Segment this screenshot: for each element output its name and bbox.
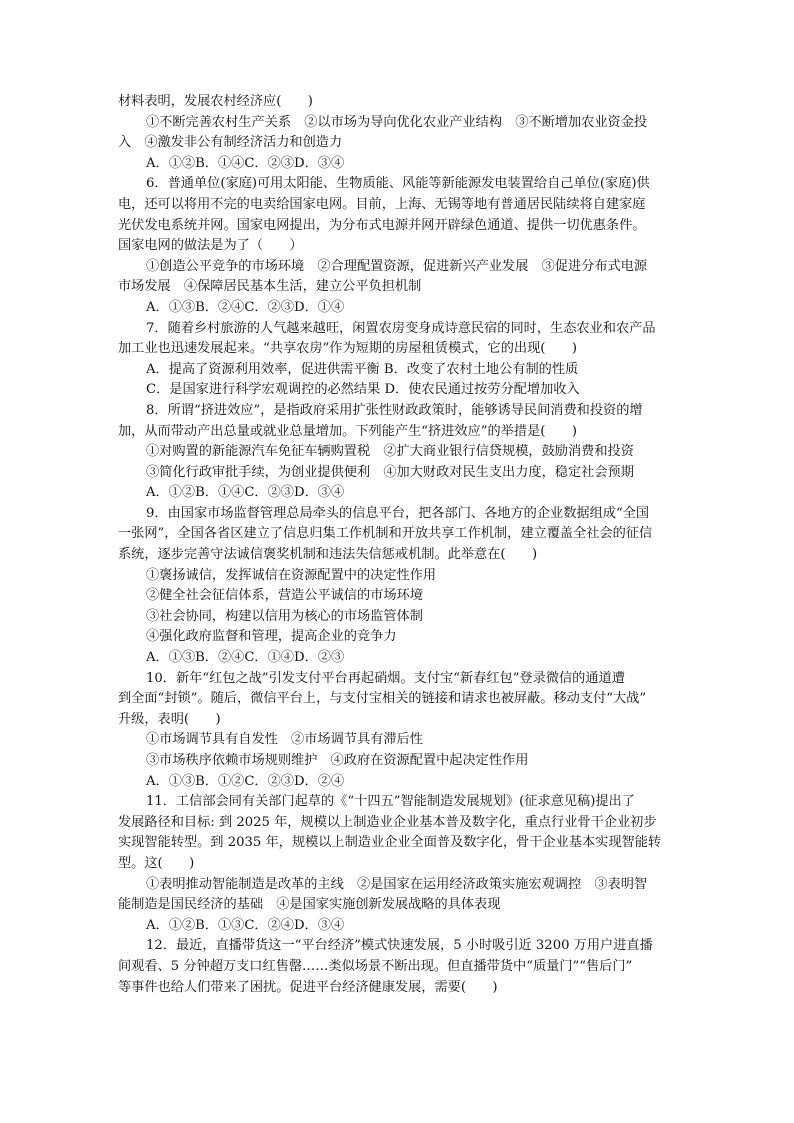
text-line: 间观看、5 分钟超万支口红售罄……类似场景不断出现。但直播带货中“质量门”“售后门”	[118, 958, 633, 974]
option-line: ①表明推动智能制造是改革的主线 ②是国家在运用经济政策实施宏观调控 ③表明智	[146, 876, 648, 892]
option-line: ①不断完善农村生产关系 ②以市场为导向优化农业产业结构 ③不断增加农业资金投	[146, 114, 648, 130]
text-line: 国家电网的做法是为了（ ）	[118, 238, 303, 254]
question-8-stem: 8．所谓“挤进效应”，是指政府采用扩张性财政政策时，能够诱导民间消费和投资的增	[146, 402, 643, 418]
text-line: 系统，逐步完善守法诚信褒奖机制和违法失信惩戒机制。此举意在( )	[118, 547, 538, 563]
text-line: 电，还可以将用不完的电卖给国家电网。目前，上海、无锡等地有普通居民陆续将自建家庭	[118, 196, 646, 212]
option-line: 市场发展 ④保障居民基本生活，建立公平负担机制	[118, 279, 422, 295]
option-line: ①创造公平竞争的市场环境 ②合理配置资源，促进新兴产业发展 ③促进分布式电源	[146, 258, 648, 274]
answer-choices: A．①③B．②④C．①④D．②③	[146, 650, 345, 666]
answer-choices: C．是国家进行科学宏观调控的必然结果 D．使农民通过按劳分配增加收入	[146, 382, 580, 398]
text-line: 加，从而带动产出总量或就业总量增加。下列能产生“挤进效应”的举措是( )	[118, 423, 577, 439]
text-line: 光伏发电系统并网。国家电网提出，为分布式电源并网开辟绿色通道、提供一切优惠条件。	[118, 217, 646, 233]
text-line: 实现智能转型。到 2035 年，规模以上制造业企业全面普及数字化，骨干企业基本实现智能转	[118, 835, 662, 851]
text-line: 等事件也给人们带来了困扰。促进平台经济健康发展，需要( )	[118, 979, 498, 995]
question-11-stem: 11．工信部会同有关部门起草的《“十四五”智能制造发展规划》(征求意见稿)提出了	[146, 794, 635, 810]
option-line: ④强化政府监督和管理，提高企业的竞争力	[146, 629, 397, 645]
option-line: 能制造是国民经济的基础 ④是国家实施创新发展战略的具体表现	[118, 897, 501, 913]
question-6-stem: 6．普通单位(家庭)可用太阳能、生物质能、风能等新能源发电装置给自己单位(家庭)供	[146, 176, 650, 192]
question-12-stem: 12．最近，直播带货这一“平台经济”模式快速发展，5 小时吸引近 3200 万用户进直播	[146, 938, 653, 954]
answer-choices: A．①③B．②④C．②③D．①④	[146, 299, 345, 315]
answer-choices: A．①②B．①④C．②③D．③④	[146, 485, 345, 501]
text-line: 一张网”，全国各省区建立了信息归集工作机制和开放共享工作机制，建立覆盖全社会的征信	[118, 526, 653, 542]
question-9-stem: 9．由国家市场监督管理总局牵头的信息平台，把各部门、各地方的企业数据组成“全国	[146, 505, 650, 521]
option-line: 入 ④激发非公有制经济活力和创造力	[118, 135, 343, 151]
text-line: 加工业也迅速发展起来。“共享农房”作为短期的房屋租赁模式，它的出现( )	[118, 341, 577, 357]
option-line: ③市场秩序依赖市场规则维护 ④政府在资源配置中起决定性作用	[146, 753, 529, 768]
text-line: 到全面“封锁”。随后，微信平台上，与支付宝相关的链接和请求也被屏蔽。移动支付“大战”	[118, 691, 647, 707]
text-line: 升级，表明( )	[118, 711, 221, 727]
question-7-stem: 7．随着乡村旅游的人气越来越旺，闲置农房变身成诗意民宿的同时，生态农业和农产品	[146, 320, 656, 336]
option-line: ③社会协同，构建以信用为核心的市场监管体制	[146, 608, 423, 624]
question-10-stem: 10．新年“红包之战”引发支付平台再起硝烟。支付宝“新春红包”登录微信的通道遭	[146, 670, 625, 686]
answer-choices: A．①③B．①②C．②③D．②④	[146, 773, 345, 789]
option-line: ②健全社会征信体系，营造公平诚信的市场环境	[146, 588, 423, 604]
answer-choices: A．①②B．①④C．②③D．③④	[146, 155, 345, 171]
text-line: 型。这( )	[118, 855, 195, 871]
option-line: ③简化行政审批手续，为创业提供便利 ④加大财政对民生支出力度，稳定社会预期	[146, 464, 634, 480]
answer-choices: A．①②B．①③C．②④D．③④	[146, 917, 345, 933]
option-line: ①对购置的新能源汽车免征车辆购置税 ②扩大商业银行信贷规模，鼓励消费和投资	[146, 444, 634, 460]
answer-choices: A．提高了资源利用效率，促进供需平衡 B．改变了农村土地公有制的性质	[146, 361, 579, 377]
option-line: ①市场调节具有自发性 ②市场调节具有滞后性	[146, 732, 423, 748]
text-line: 发展路径和目标: 到 2025 年，规模以上制造业企业基本普及数字化，重点行业骨干企业初步	[118, 814, 657, 830]
option-line: ①褒扬诚信，发挥诚信在资源配置中的决定性作用	[146, 567, 437, 583]
question-text	[118, 92, 678, 998]
text-line: 材料表明，发展农村经济应( )	[118, 94, 313, 109]
